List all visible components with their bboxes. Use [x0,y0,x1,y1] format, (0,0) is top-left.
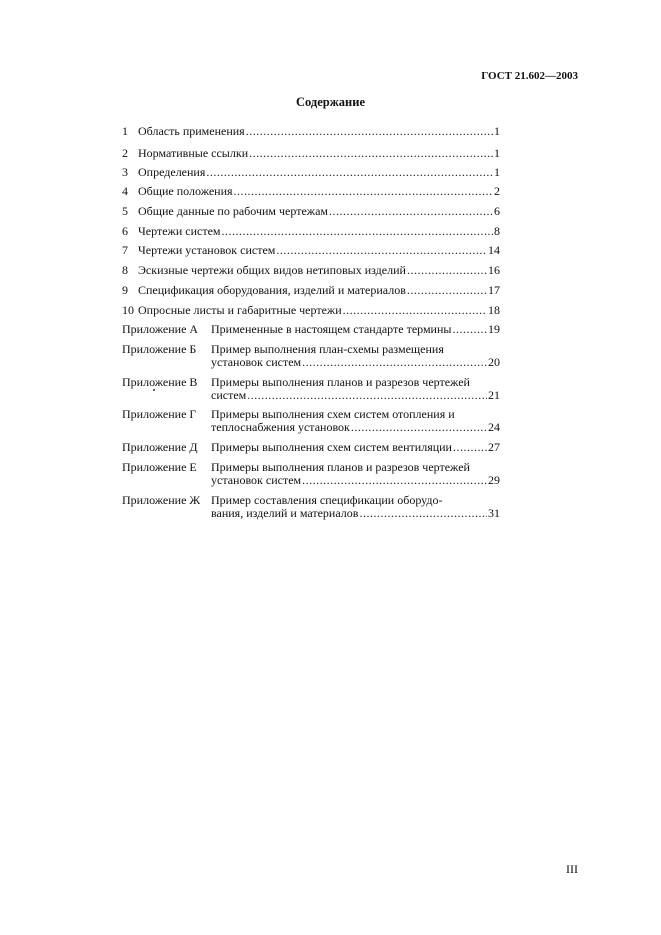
toc-section-5[interactable] [122,205,500,218]
page-number-roman: III [566,862,578,876]
leader-dots [329,205,493,218]
toc-appendix-g[interactable] [122,408,500,434]
section-title: Область применения [138,124,245,138]
toc-appendix-zh[interactable] [122,494,500,520]
section-title: Нормативные ссылки [138,146,249,160]
appendix-label: Приложение В [122,375,198,389]
section-title: Общие положения [138,184,233,198]
toc-section-6[interactable] [122,225,500,238]
appendix-label: Приложение Ж [122,493,201,507]
toc-appendix-e[interactable] [122,461,500,487]
page-number: 1 [494,165,500,179]
page-number: 21 [488,388,500,402]
leader-dots [276,244,487,257]
section-title: Эскизные чертежи общих видов нетиповых изделий [138,263,406,277]
toc-appendix-v[interactable] [122,376,500,402]
section-title: Чертежи установок систем [138,243,276,257]
page-title: Содержание [295,95,365,109]
toc-appendix-d[interactable] [122,441,500,454]
leader-dots [407,264,487,277]
leader-dots [359,507,487,520]
page-number: 17 [488,283,500,297]
toc-appendix-b[interactable] [122,343,500,369]
section-number: 6 [122,224,128,238]
section-title: Опросные листы и габаритные чертежи [138,303,342,317]
section-title: Спецификация оборудования, изделий и материалов [138,283,406,297]
leader-dots [206,166,493,179]
section-number: 5 [122,204,128,218]
toc-section-10[interactable] [122,304,500,317]
page-number: 27 [488,440,500,454]
page-number: 16 [488,263,500,277]
leader-dots [302,474,487,487]
section-number: 10 [122,303,134,317]
appendix-label: Приложение Г [122,407,197,421]
leader-dots [452,323,487,336]
page-number: 29 [488,473,500,487]
appendix-title-line: установок систем [211,473,302,487]
appendix-title-line: Примеры выполнения планов и разрезов чертежей [211,375,470,389]
document-code: ГОСТ 21.602—2003 [481,70,578,82]
leader-dots [351,421,487,434]
toc-section-1[interactable] [122,125,500,138]
page-number: 31 [488,506,500,520]
section-title: Общие данные по рабочим чертежам [138,204,329,218]
section-title: Чертежи систем [138,224,221,238]
section-number: 7 [122,243,128,257]
appendix-title-line: установок систем [211,355,302,369]
page-number: 1 [494,146,500,160]
section-number: 2 [122,146,128,160]
appendix-title-line: систем [211,388,247,402]
appendix-label: Приложение Д [122,440,198,454]
leader-dots [302,356,487,369]
appendix-label: Приложение Е [122,460,197,474]
page-number: 14 [488,243,500,257]
toc-section-8[interactable] [122,264,500,277]
toc-section-7[interactable] [122,244,500,257]
appendix-title-line: Примеры выполнения схем систем отопления и [211,407,455,421]
appendix-title-line: Примеры выполнения планов и разрезов чертежей [211,460,470,474]
appendix-title: Примененные в настоящем стандарте термины [211,322,452,336]
section-number: 4 [122,184,128,198]
toc-section-4[interactable] [122,185,500,198]
page-number: 8 [494,224,500,238]
page-number: 6 [494,204,500,218]
leader-dots [222,225,494,238]
leader-dots [407,284,487,297]
leader-dots [343,304,487,317]
section-title: Определения [138,165,206,179]
page-number: 18 [488,303,500,317]
appendix-title-line: Пример составления спецификации оборудо- [211,493,443,507]
page-number: 24 [488,420,500,434]
page-number: 19 [488,322,500,336]
section-number: 9 [122,283,128,297]
appendix-title-line: вания, изделий и материалов [211,506,359,520]
toc-section-9[interactable] [122,284,500,297]
toc-section-2[interactable] [122,147,500,160]
appendix-title-line: теплоснабжения установок [211,420,350,434]
page-number: 1 [494,124,500,138]
appendix-title: Примеры выполнения схем систем вентиляции [211,440,452,454]
appendix-label: Приложение Б [122,342,197,356]
leader-dots [247,389,487,402]
appendix-title-line: Пример выполнения план-схемы размещения [211,342,444,356]
leader-dots [453,441,487,454]
leader-dots [249,147,493,160]
leader-dots [246,125,493,138]
section-number: 8 [122,263,128,277]
appendix-label: Приложение А [122,322,199,336]
toc-appendix-a[interactable] [122,323,500,336]
toc-section-3[interactable] [122,166,500,179]
page-number: 2 [494,184,500,198]
section-number: 1 [122,124,128,138]
leader-dots [234,185,493,198]
page-number: 20 [488,355,500,369]
print-speck [153,389,155,391]
section-number: 3 [122,165,128,179]
